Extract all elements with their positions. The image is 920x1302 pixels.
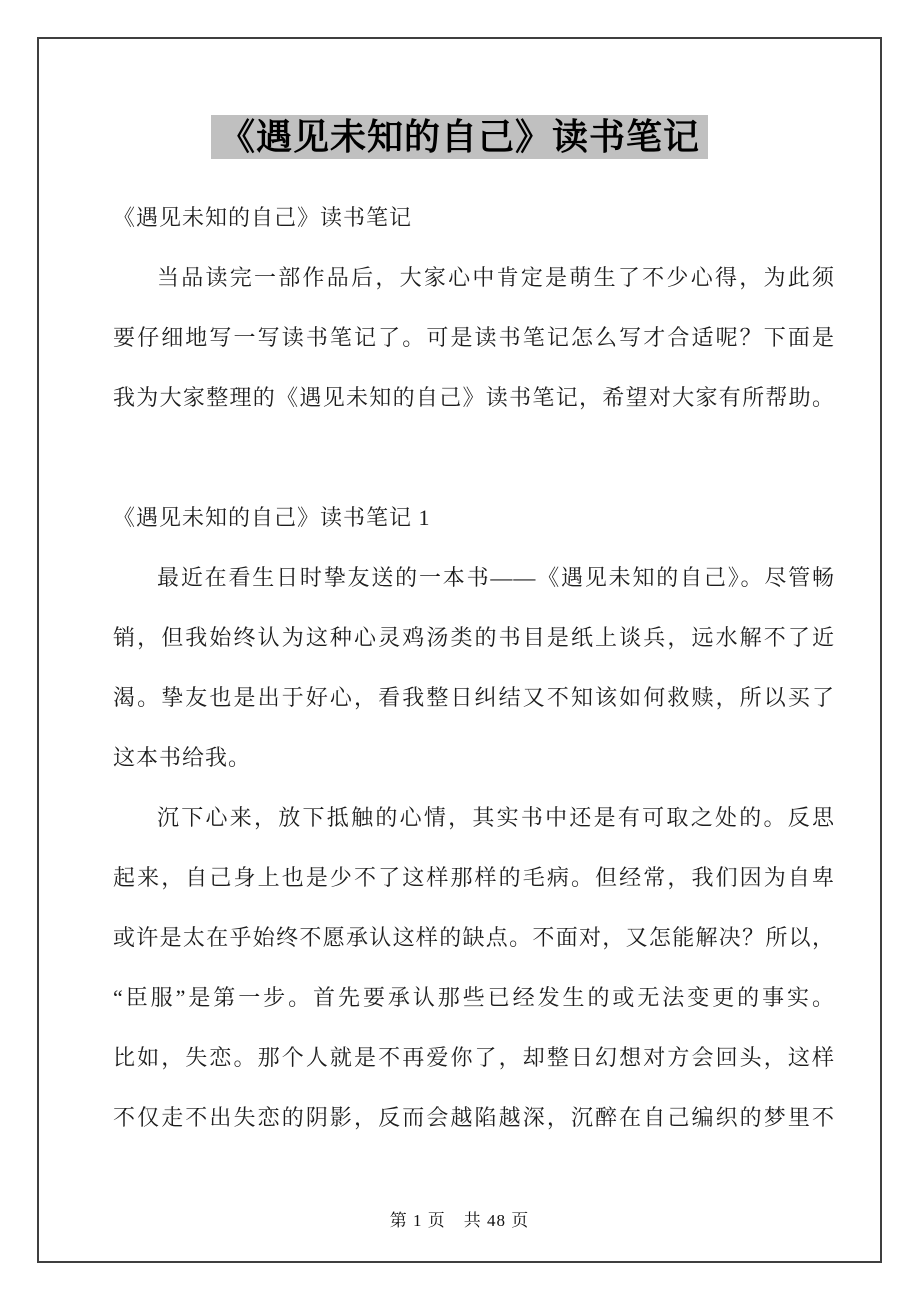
body-line: 不仅走不出失恋的阴影，反而会越陷越深，沉醉在自己编织的梦里不 xyxy=(113,1105,835,1130)
page-footer xyxy=(39,1206,880,1231)
page-total-label: 共 48 页 xyxy=(463,1211,530,1230)
body-line: “臣服”是第一步。首先要承认那些已经发生的或无法变更的事实。 xyxy=(113,985,835,1010)
body-line: 或许是太在乎始终不愿承认这样的缺点。不面对，又怎能解决？所以， xyxy=(113,925,835,950)
body-line: 我为大家整理的《遇见未知的自己》读书笔记，希望对大家有所帮助。 xyxy=(113,385,835,410)
body-line: 《遇见未知的自己》读书笔记 xyxy=(113,205,413,230)
body-line: 《遇见未知的自己》读书笔记 1 xyxy=(113,505,431,530)
blank-line xyxy=(113,437,835,497)
document-body xyxy=(113,197,835,1157)
page-number-label: 第 1 页 xyxy=(389,1211,446,1230)
body-line: 当品读完一部作品后，大家心中肯定是萌生了不少心得，为此须 xyxy=(157,265,835,290)
body-line: 沉下心来，放下抵触的心情，其实书中还是有可取之处的。反思 xyxy=(157,805,835,830)
body-line: 销，但我始终认为这种心灵鸡汤类的书目是纸上谈兵，远水解不了近 xyxy=(113,625,835,650)
body-line: 最近在看生日时挚友送的一本书——《遇见未知的自己》。尽管畅 xyxy=(157,565,835,590)
body-line: 要仔细地写一写读书笔记了。可是读书笔记怎么写才合适呢？下面是 xyxy=(113,325,835,350)
body-line: 渴。挚友也是出于好心，看我整日纠结又不知该如何救赎，所以买了 xyxy=(113,685,835,710)
body-line: 起来，自己身上也是少不了这样那样的毛病。但经常，我们因为自卑 xyxy=(113,865,835,890)
page-border xyxy=(37,37,882,1263)
document-title: 《遇见未知的自己》读书笔记 xyxy=(211,115,708,159)
title-row xyxy=(39,115,880,159)
body-line: 比如，失恋。那个人就是不再爱你了，却整日幻想对方会回头，这样 xyxy=(113,1045,835,1070)
body-line: 这本书给我。 xyxy=(113,745,252,770)
